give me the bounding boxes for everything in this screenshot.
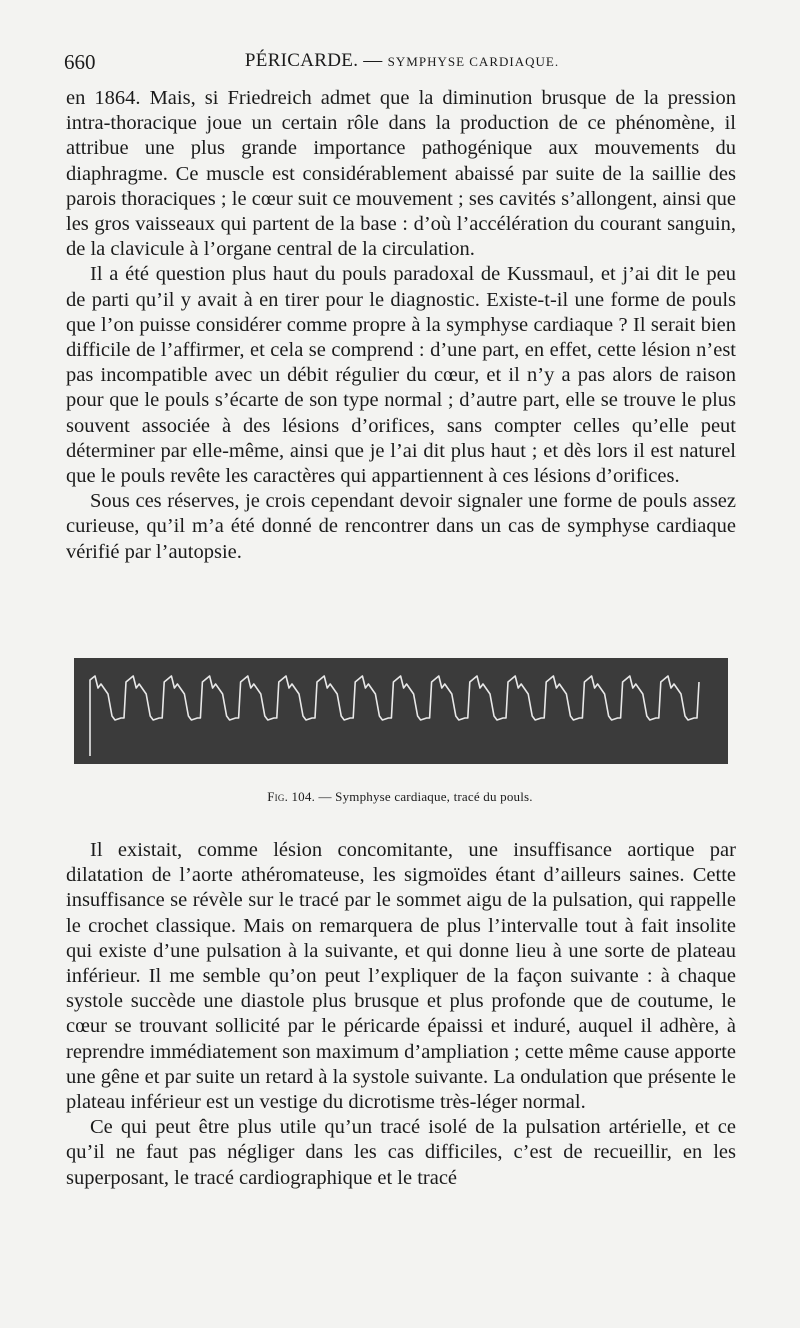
figure-caption-text: — Symphyse cardiaque, tracé du pouls. bbox=[318, 789, 533, 804]
figure-caption bbox=[0, 789, 800, 805]
running-header bbox=[64, 50, 740, 76]
pulse-tracing-figure bbox=[74, 658, 728, 764]
paragraph: Il existait, comme lésion concomitante, une insuffisance aortique par dilatation de l’aorte athéromateuse, les sigmoïdes étant d’ailleurs saines. Cette insuffisance se révèle sur le tracé par le sommet aigu de la pulsation, qui rappelle le crochet classique. Mais on remarquera de plus l’intervalle tout à fait insolite qui existe d’une pulsation à la suivante, et qui donne lieu à une sorte de plateau inférieur. Il me semble qu’on peut l’expliquer de la façon suivante : à chaque systole succède une diastole plus brusque et plus profonde que de coutume, le cœur se trouvant sollicité par le péricarde épaissi et induré, auquel il adhère, à reprendre immédiatement son maximum d’ampliation ; cette même cause apporte une gêne et par suite un retard à la systole suivante. La ondulation que présente le plateau inférieur est un vestige du dicrotisme très-léger normal. bbox=[66, 839, 736, 1114]
page-number: 660 bbox=[64, 50, 96, 74]
paragraph: en 1864. Mais, si Friedreich admet que la diminution brusque de la pression intra-thoracique joue un certain rôle dans la production de ce phénomène, il attribue une plus grande importance pathogénique aux mouvements du diaphragme. Ce muscle est considérablement abaissé par suite de la saillie des parois thoraciques ; le cœur suit ce mouvement ; ses cavités s’allongent, ainsi que les gros vaisseaux qui partent de la base : d’où l’accélération du courant sanguin, de la clavicule à l’organe central de la circulation. bbox=[66, 87, 736, 261]
paragraph: Sous ces réserves, je crois cependant devoir signaler une forme de pouls assez curieuse, qu’il m’a été donné de rencontrer dans un cas de symphyse cardiaque vérifié par l’autopsie. bbox=[66, 490, 736, 563]
body-text-top bbox=[66, 86, 736, 565]
running-title-main: PÉRICARDE. — bbox=[244, 50, 383, 71]
pulse-trace-line bbox=[90, 676, 699, 756]
paragraph: Ce qui peut être plus utile qu’un tracé isolé de la pulsation artérielle, et ce qu’il ne faut pas négliger dans les cas difficiles, c’est de recueillir, en les superposant, le tracé cardiographique et le tracé bbox=[66, 1116, 736, 1189]
running-title-sub: SYMPHYSE CARDIAQUE. bbox=[387, 54, 560, 69]
body-text-bottom bbox=[66, 838, 736, 1191]
paragraph: Il a été question plus haut du pouls paradoxal de Kussmaul, et j’ai dit le peu de parti qu’il y avait à en tirer pour le diagnostic. Existe-t-il une forme de pouls que l’on puisse considérer comme propre à la symphyse cardiaque ? Il serait bien difficile de l’affirmer, et cela se comprend : d’une part, en effet, cette lésion n’est pas incompatible avec un débit régulier du cœur, et il n’y a pas alors de raison pour que le pouls s’écarte de son type normal ; d’autre part, elle se trouve le plus souvent associée à des lésions d’orifices, sans compter celles qu’elle peut déterminer par elle-même, ainsi que je l’ai dit plus haut ; et dès lors il est naturel que le pouls revête les caractères qui appartiennent à ces lésions d’orifices. bbox=[66, 263, 736, 488]
pulse-tracing bbox=[74, 658, 728, 764]
figure-label: Fig. 104. bbox=[267, 789, 316, 804]
running-title bbox=[64, 50, 740, 72]
